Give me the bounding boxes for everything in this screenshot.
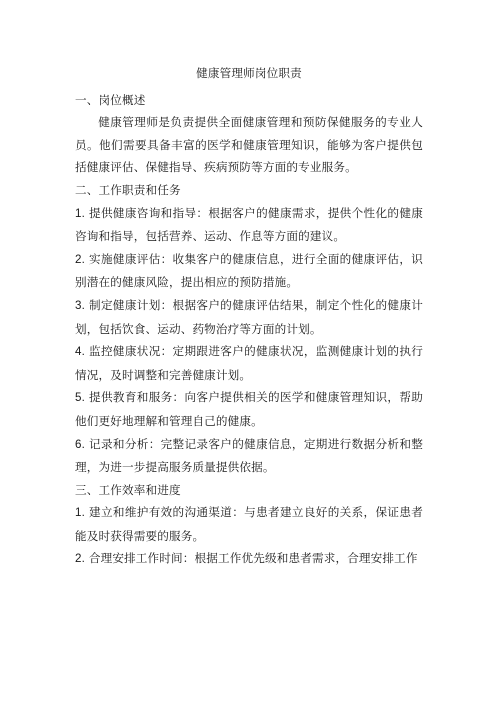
list-item-text: 提供教育和服务：向客户提供相关的医学和健康管理知识，帮助他们更好地理解和管理自己的健康。 <box>75 390 423 428</box>
list-item-number: 6. <box>75 437 85 451</box>
list-item <box>75 433 423 479</box>
list-item-number: 5. <box>75 391 85 405</box>
list-item <box>75 248 423 294</box>
list-item <box>75 501 423 547</box>
section-heading-overview: 一、岗位概述 <box>75 92 146 107</box>
document-title: 健康管理师岗位职责 <box>196 66 302 80</box>
list-item-number: 2. <box>75 252 85 266</box>
list-item <box>75 547 423 571</box>
list-item <box>75 202 423 248</box>
list-item-text: 制定健康计划：根据客户的健康评估结果，制定个性化的健康计划，包括饮食、运动、药物治疗等方面的计划。 <box>75 297 423 336</box>
list-item-number: 4. <box>75 345 85 359</box>
list-item-text: 提供健康咨询和指导：根据客户的健康需求，提供个性化的健康咨询和指导，包括营养、运动、作息等方面的建议。 <box>75 205 423 244</box>
list-item-number: 2. <box>75 552 85 566</box>
overview-paragraph: 健康管理师是负责提供全面健康管理和预防保健服务的专业人员。他们需要具备丰富的医学和健康管理知识，能够为客户提供包括健康评估、保健指导、疾病预防等方面的专业服务。 <box>75 115 423 175</box>
list-item-number: 1. <box>75 206 85 220</box>
list-item-text: 合理安排工作时间：根据工作优先级和患者需求，合理安排工作 <box>88 551 418 566</box>
section-heading-efficiency: 三、工作效率和进度 <box>75 482 181 497</box>
list-item-text: 记录和分析：完整记录客户的健康信息，定期进行数据分析和整理，为进一步提高服务质量提供依据。 <box>75 436 423 475</box>
list-item <box>75 294 423 340</box>
list-item <box>75 340 423 386</box>
list-item-number: 1. <box>75 506 85 520</box>
list-item-text: 实施健康评估：收集客户的健康信息，进行全面的健康评估，识别潜在的健康风险，提出相应的预防措施。 <box>75 251 423 290</box>
list-item <box>75 386 423 432</box>
list-item-number: 3. <box>75 298 85 312</box>
document-body <box>75 62 423 571</box>
list-item-text: 监控健康状况：定期跟进客户的健康状况，监测健康计划的执行情况，及时调整和完善健康计划。 <box>75 344 423 382</box>
list-item-text: 建立和维护有效的沟通渠道：与患者建立良好的关系，保证患者能及时获得需要的服务。 <box>75 505 423 543</box>
section-heading-duties: 二、工作职责和任务 <box>75 182 181 197</box>
